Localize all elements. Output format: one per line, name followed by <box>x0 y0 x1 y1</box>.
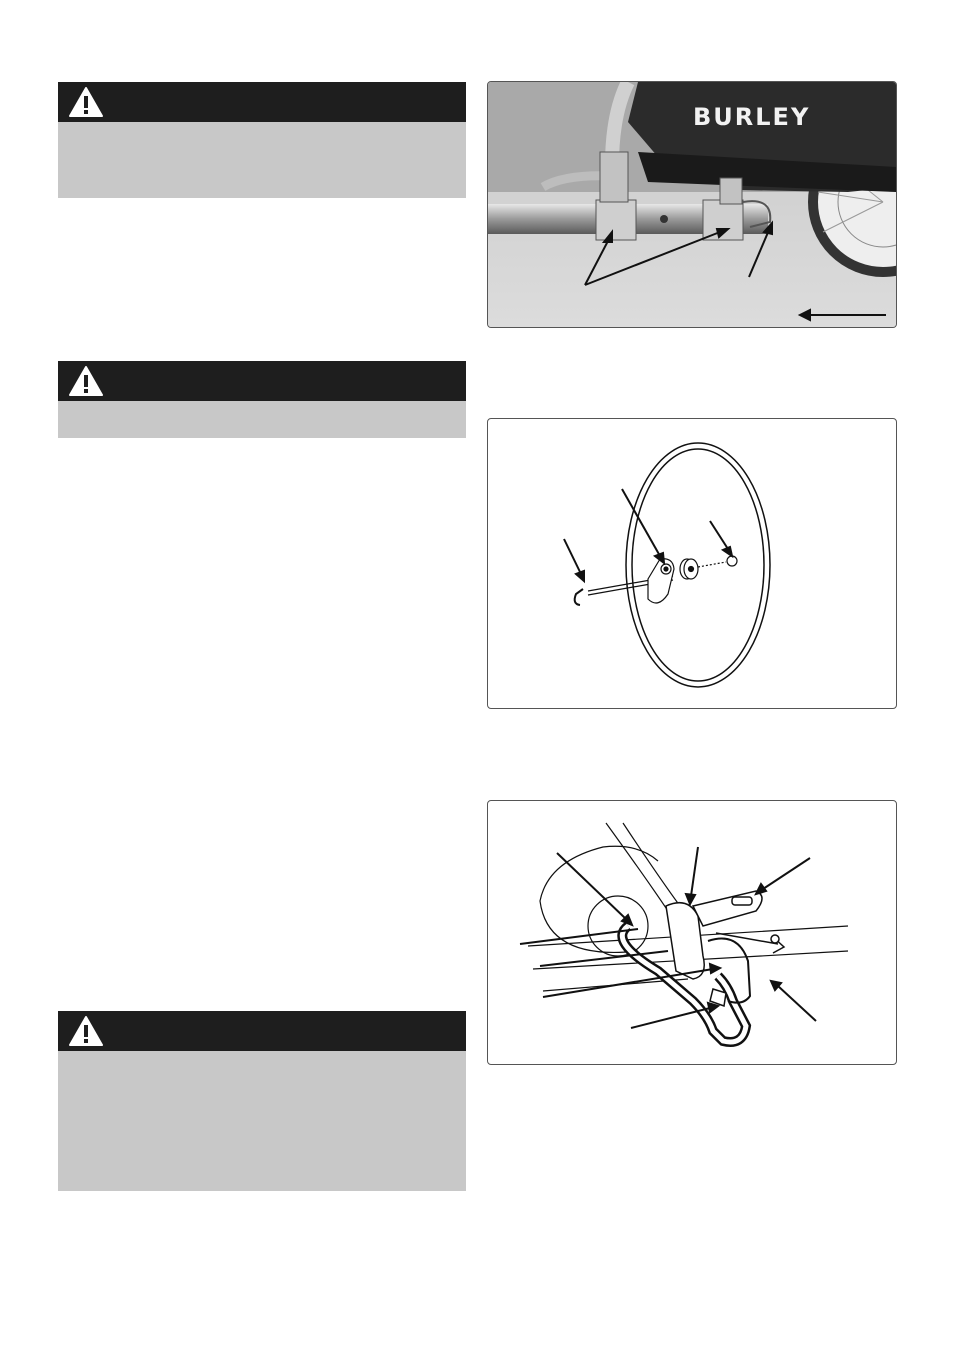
trailer-fabric-body <box>628 82 896 192</box>
hitch-clamp <box>622 891 784 1042</box>
warning-box-2 <box>58 361 466 438</box>
burley-logo-text: BURLEY <box>693 103 811 131</box>
trailer-frame-photo <box>487 81 897 328</box>
axle-assembly <box>575 556 737 605</box>
hitch-clamp-diagram <box>487 800 897 1065</box>
warning-header <box>58 361 466 401</box>
wheel-axle-diagram <box>487 418 897 709</box>
callout-arrows <box>564 489 732 581</box>
warning-triangle-icon <box>68 365 104 397</box>
warning-triangle-icon <box>68 1015 104 1047</box>
rear-wheel-outline <box>540 846 658 952</box>
warning-header <box>58 82 466 122</box>
burley-logo <box>693 103 810 131</box>
warning-triangle-icon <box>68 86 104 118</box>
seat-stays <box>606 823 680 911</box>
warning-box-3 <box>58 1011 466 1191</box>
warning-header <box>58 1011 466 1051</box>
warning-box-1 <box>58 82 466 198</box>
